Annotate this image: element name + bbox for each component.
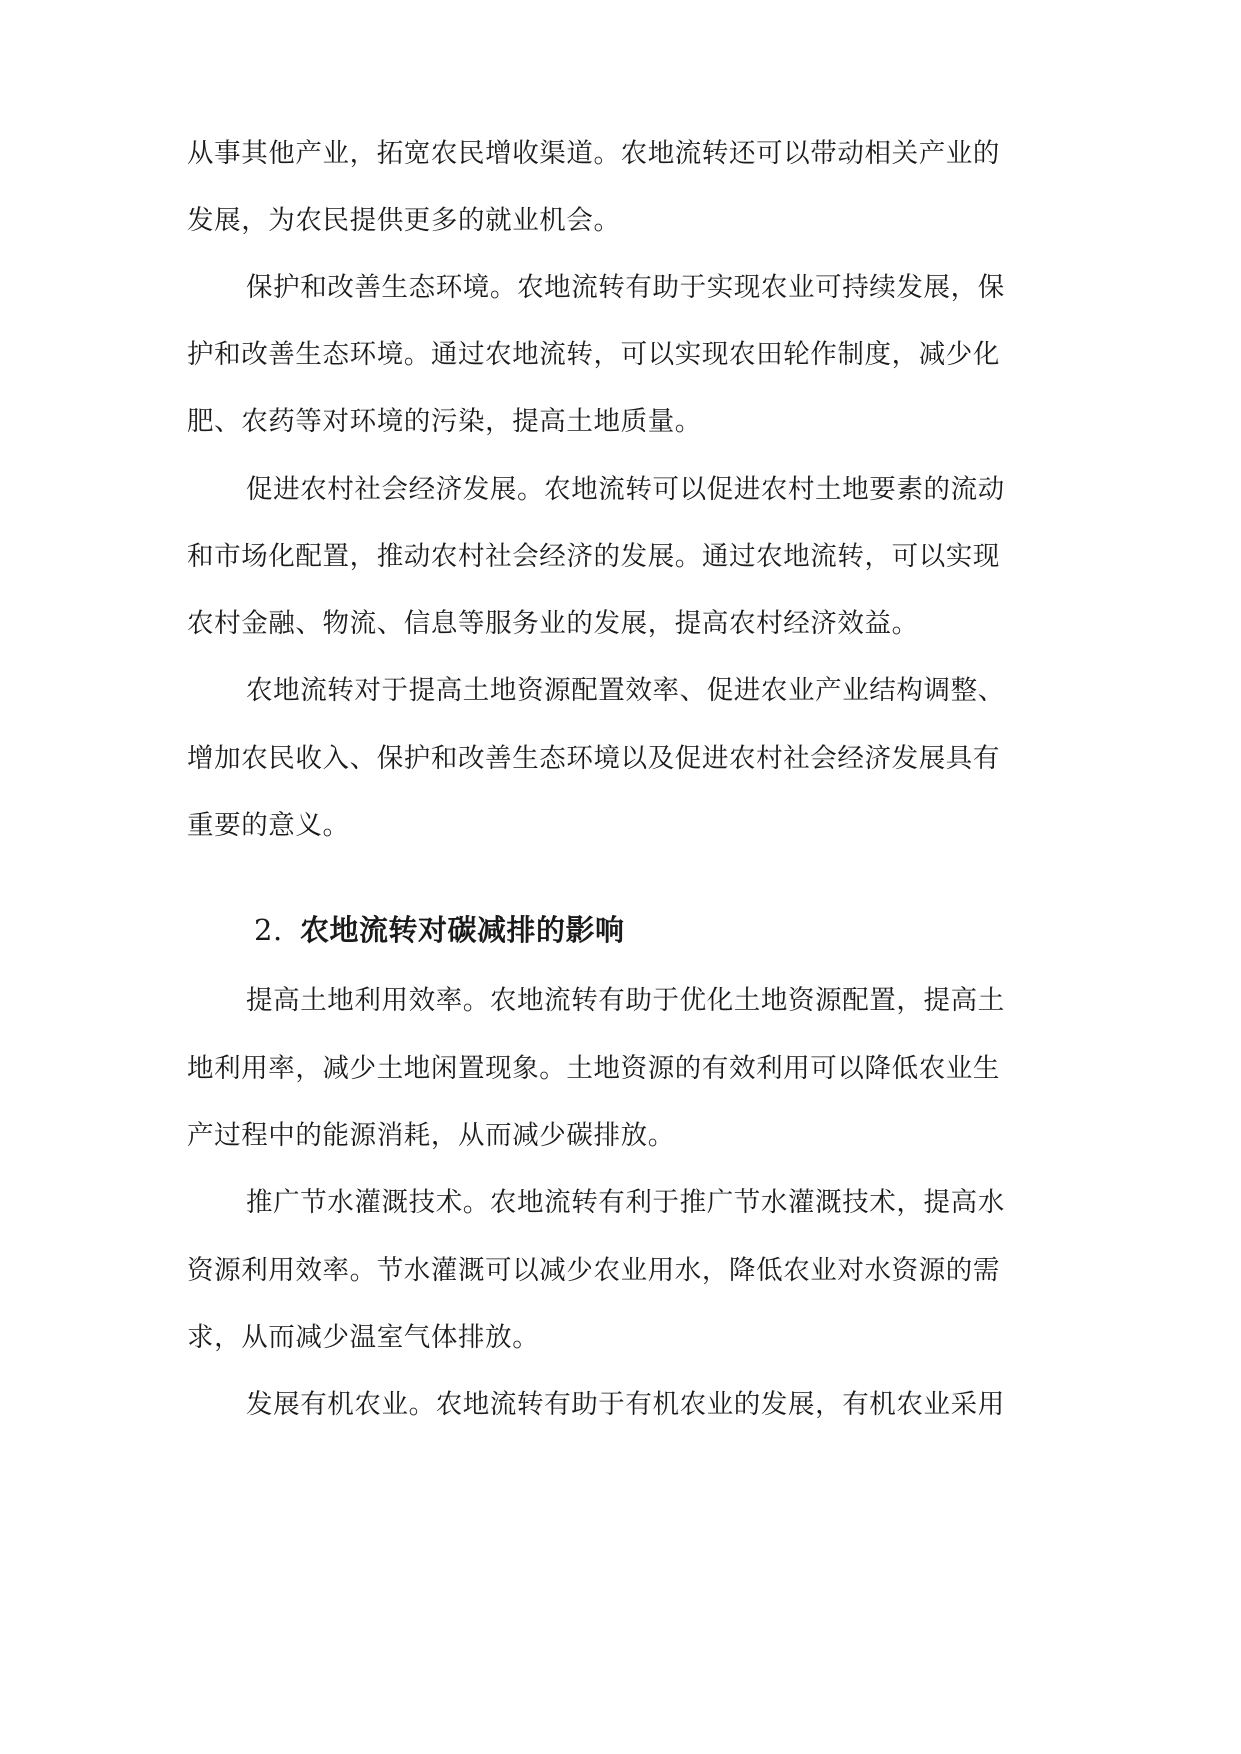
paragraph-2-line-1: 保护和改善生态环境。农地流转有助于实现农业可持续发展，保 (246, 272, 1005, 303)
paragraph-4-line-3: 重要的意义。 (187, 810, 350, 841)
paragraph-6-line-2: 资源利用效率。节水灌溉可以减少农业用水，降低农业对水资源的需 (187, 1255, 1000, 1286)
paragraph-1-line-2: 发展，为农民提供更多的就业机会。 (187, 205, 621, 236)
paragraph-5-line-1: 提高土地利用效率。农地流转有助于优化土地资源配置，提高土 (246, 985, 1005, 1016)
paragraph-4-line-1: 农地流转对于提高土地资源配置效率、促进农业产业结构调整、 (246, 675, 1005, 706)
paragraph-6-line-3: 求，从而减少温室气体排放。 (187, 1322, 540, 1353)
section-number: 2. (254, 913, 283, 947)
paragraph-2-line-3: 肥、农药等对环境的污染，提高土地质量。 (187, 406, 702, 437)
paragraph-5-line-2: 地利用率，减少土地闲置现象。土地资源的有效利用可以降低农业生 (187, 1053, 1000, 1084)
paragraph-4-line-2: 增加农民收入、保护和改善生态环境以及促进农村社会经济发展具有 (187, 743, 1000, 774)
paragraph-6-line-1: 推广节水灌溉技术。农地流转有利于推广节水灌溉技术，提高水 (246, 1187, 1005, 1218)
section-heading (254, 912, 625, 948)
paragraph-1-line-1: 从事其他产业，拓宽农民增收渠道。农地流转还可以带动相关产业的 (187, 138, 1000, 169)
paragraph-2-line-2: 护和改善生态环境。通过农地流转，可以实现农田轮作制度，减少化 (187, 339, 1000, 370)
paragraph-7-line-1: 发展有机农业。农地流转有助于有机农业的发展，有机农业采用 (246, 1389, 1005, 1420)
paragraph-3-line-3: 农村金融、物流、信息等服务业的发展，提高农村经济效益。 (187, 608, 919, 639)
section-title: 农地流转对碳减排的影响 (300, 913, 625, 947)
paragraph-3-line-1: 促进农村社会经济发展。农地流转可以促进农村土地要素的流动 (246, 474, 1005, 505)
paragraph-3-line-2: 和市场化配置，推动农村社会经济的发展。通过农地流转，可以实现 (187, 541, 1000, 572)
paragraph-5-line-3: 产过程中的能源消耗，从而减少碳排放。 (187, 1120, 675, 1151)
